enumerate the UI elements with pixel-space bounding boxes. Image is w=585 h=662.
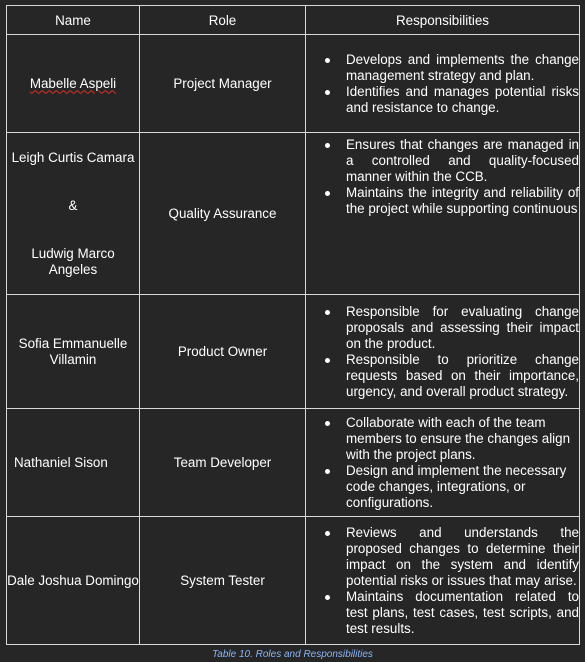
name-cell	[7, 133, 140, 295]
responsibility-item: Design and implement the necessary code changes, integrations, or configurations.	[306, 463, 579, 511]
table-caption: Table 10. Roles and Responsibilities	[212, 649, 373, 660]
responsibility-item: Responsible to prioritize change requests based on their importance, urgency, and overall product strategy.	[306, 352, 579, 400]
table-row	[7, 517, 580, 645]
responsibilities-cell	[306, 35, 580, 133]
responsibility-item: Develops and implements the change management strategy and plan.	[306, 52, 579, 84]
role-cell: Project Manager	[140, 35, 306, 133]
responsibility-item: Maintains documentation related to test plans, test cases, test scripts, and test results.	[306, 589, 579, 637]
name-cell: Sofia Emmanuelle Villamin	[7, 295, 140, 409]
role-cell: Quality Assurance	[140, 133, 306, 295]
responsibility-item: Responsible for evaluating change proposals and assessing their impact on the product.	[306, 304, 579, 352]
responsibility-list	[306, 415, 579, 511]
responsibilities-cell	[306, 133, 580, 295]
responsibility-item: Reviews and understands the proposed changes to determine their impact on the system and identify potential risks or issues that may arise.	[306, 525, 579, 589]
table-row	[7, 133, 580, 295]
table-row	[7, 295, 580, 409]
header-responsibilities: Responsibilities	[306, 6, 580, 35]
responsibilities-cell	[306, 517, 580, 645]
responsibility-item: Identifies and manages potential risks and resistance to change.	[306, 84, 579, 116]
responsibility-item: Maintains the integrity and reliability of the project while supporting continuous	[306, 185, 579, 217]
member-name: Mabelle Aspeli	[29, 75, 117, 91]
role-cell: Product Owner	[140, 295, 306, 409]
responsibilities-cell	[306, 295, 580, 409]
responsibility-list	[306, 137, 579, 217]
header-role: Role	[140, 6, 306, 35]
responsibilities-cell	[306, 409, 580, 517]
header-name: Name	[7, 6, 140, 35]
responsibility-item: Ensures that changes are managed in a controlled and quality-focused manner within the CCB.	[306, 137, 579, 185]
table-row	[7, 35, 580, 133]
role-cell: System Tester	[140, 517, 306, 645]
name-cell	[7, 35, 140, 133]
roles-table	[6, 5, 580, 645]
responsibility-item: Collaborate with each of the team members to ensure the changes align with the project plans.	[306, 415, 579, 463]
name-cell: Dale Joshua Domingo	[7, 517, 140, 645]
name-separator: &	[68, 197, 78, 213]
responsibility-list	[306, 52, 579, 116]
role-cell: Team Developer	[140, 409, 306, 517]
member-name: Ludwig Marco Angeles	[31, 245, 115, 277]
header-row	[7, 6, 580, 35]
name-cell: Nathaniel Sison	[7, 409, 140, 517]
responsibility-list	[306, 525, 579, 637]
responsibility-list	[306, 304, 579, 400]
table-row	[7, 409, 580, 517]
member-name: Leigh Curtis Camara	[11, 149, 135, 165]
